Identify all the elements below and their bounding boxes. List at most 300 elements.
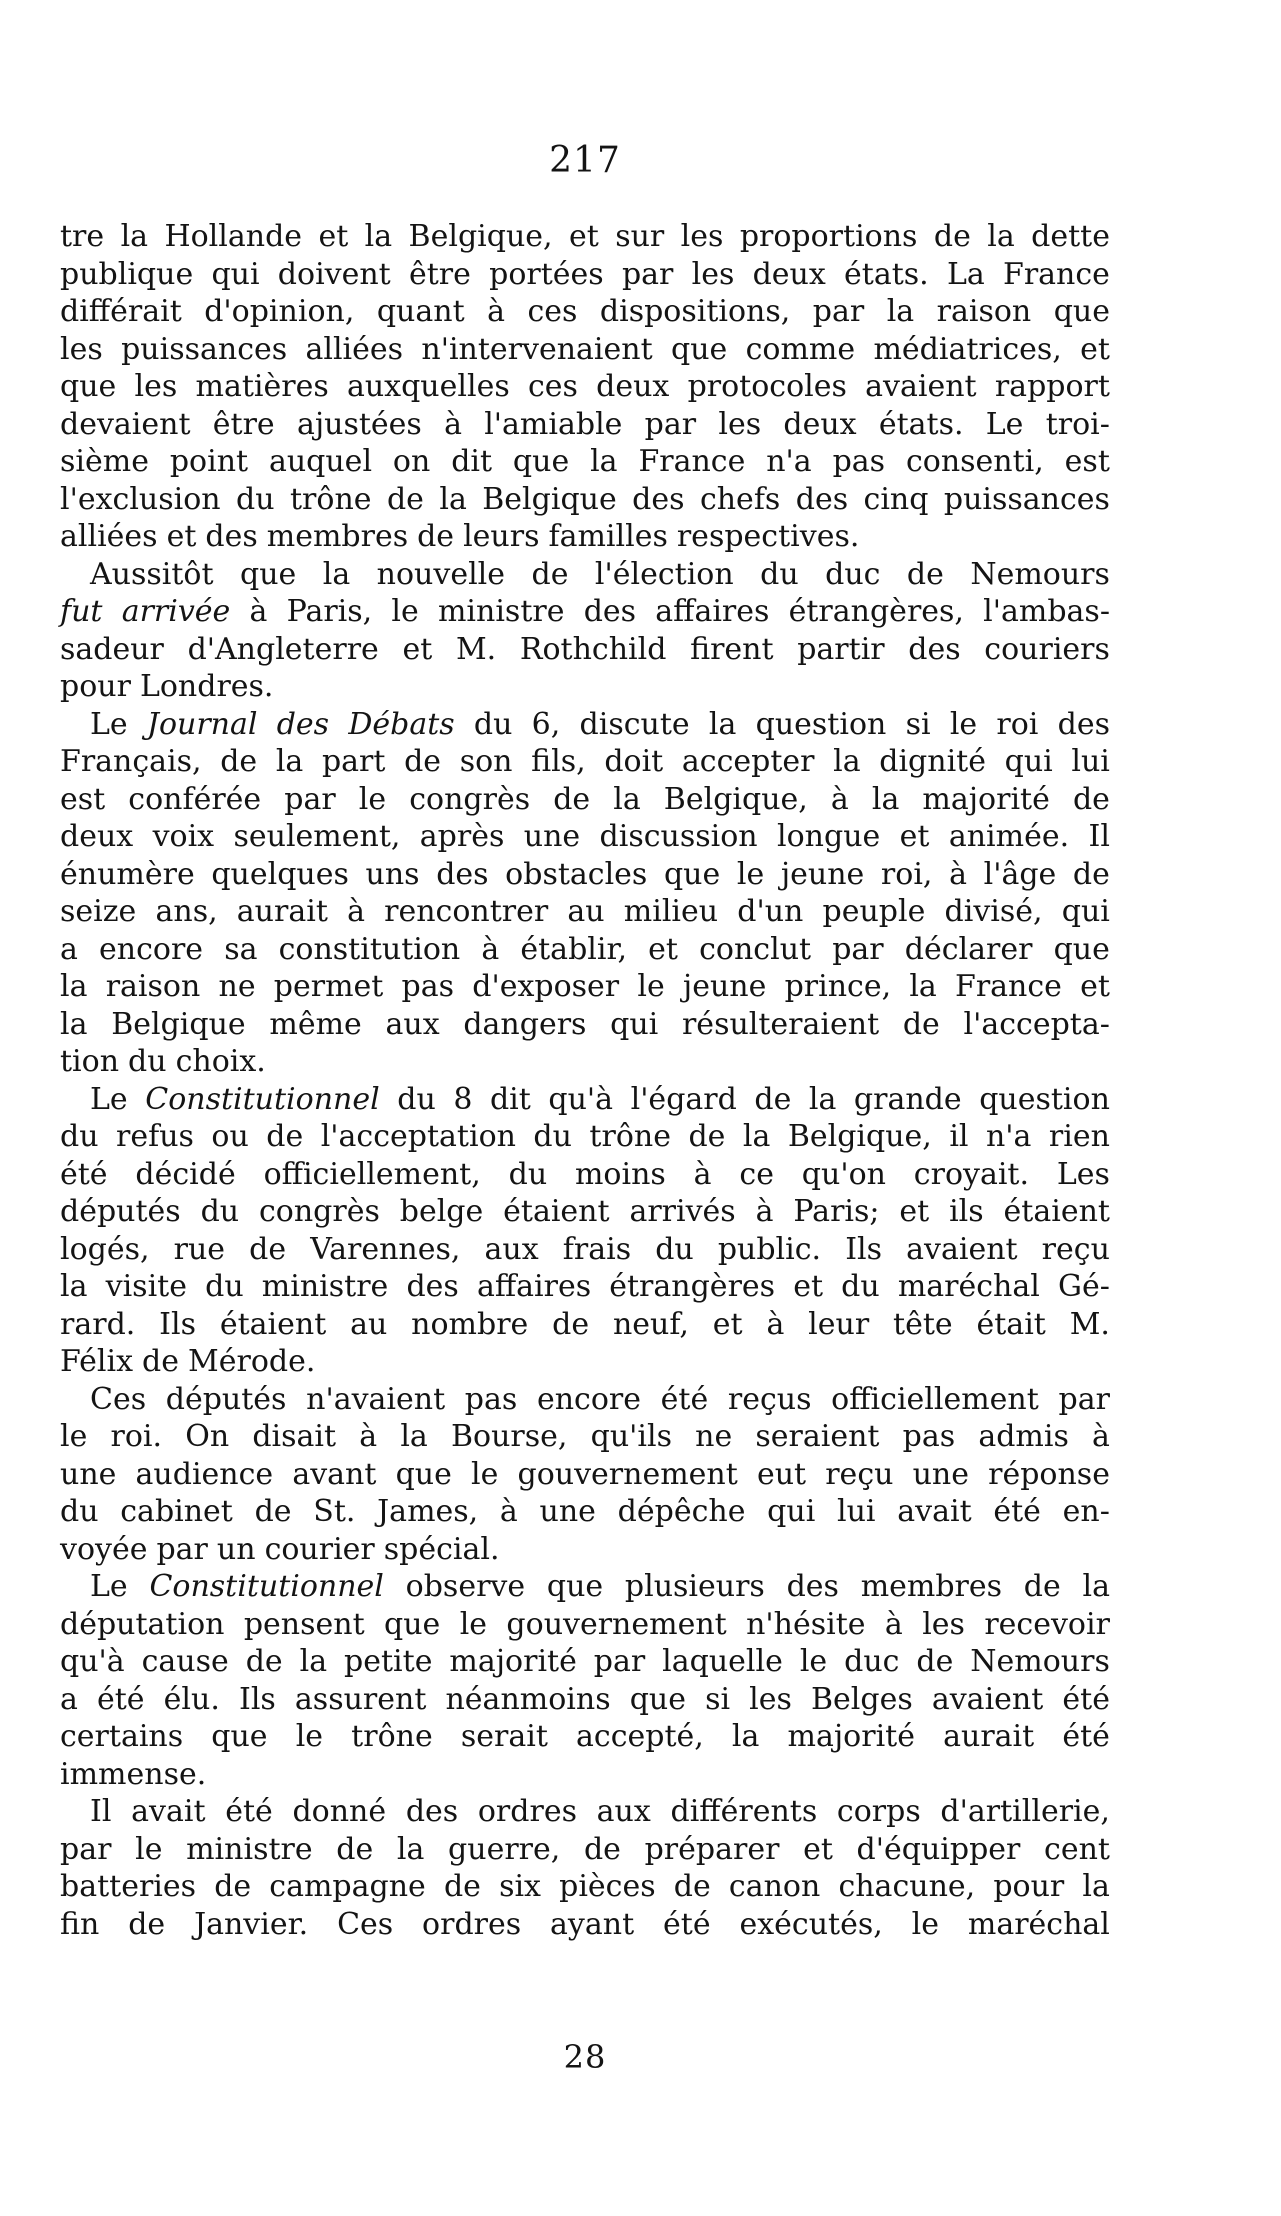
word: Nemours <box>970 556 1110 592</box>
word: frais <box>562 1231 632 1267</box>
word: n'a <box>766 444 812 479</box>
word: couriers <box>984 631 1110 667</box>
word: roi <box>996 706 1039 742</box>
word: doit <box>604 744 664 779</box>
word: reçu <box>1041 1231 1110 1267</box>
text-line <box>60 1493 1110 1531</box>
word: la <box>275 744 304 779</box>
word: seize <box>60 894 137 929</box>
word: que <box>1053 294 1110 329</box>
word: de <box>916 1644 954 1679</box>
word: consenti, <box>905 444 1044 479</box>
word: jeune <box>780 856 865 892</box>
word: raison <box>105 969 201 1004</box>
word: réponse <box>988 1456 1110 1492</box>
word: du <box>841 1269 880 1304</box>
word: leur <box>808 1306 870 1342</box>
word: énumère <box>60 856 195 892</box>
text-line <box>60 593 1110 631</box>
word: duc <box>844 1644 900 1679</box>
text-line <box>60 1568 1110 1606</box>
word: obstacles <box>505 856 648 892</box>
word: étaient <box>1003 1194 1110 1229</box>
word: uns <box>365 856 420 892</box>
word: reçus <box>727 1381 812 1417</box>
word: observe <box>405 1569 526 1604</box>
word: laquelle <box>662 1644 783 1679</box>
word: ne <box>695 1419 733 1454</box>
word: a <box>60 931 78 967</box>
word: prince, <box>784 969 892 1004</box>
text-line <box>60 1643 1110 1681</box>
word: le <box>295 1719 324 1754</box>
word: à <box>830 781 849 817</box>
word: Constitutionnel <box>145 1081 380 1117</box>
word: à <box>487 294 505 329</box>
word: Nemours <box>970 1644 1110 1679</box>
word: dit <box>451 444 493 479</box>
word: étaient <box>219 1306 327 1342</box>
word: de <box>245 1644 283 1679</box>
word: leurs <box>463 519 540 554</box>
signature-mark: 28 <box>563 2038 607 2076</box>
word: avant <box>292 1456 377 1492</box>
word: à <box>884 1606 903 1642</box>
word: la <box>396 1831 425 1867</box>
word: préparer <box>644 1831 780 1867</box>
word: gouvernement <box>517 1456 738 1492</box>
word: de <box>933 219 971 254</box>
word: de <box>266 1119 304 1154</box>
word: de <box>443 1869 481 1904</box>
word: rue <box>173 1231 226 1267</box>
word: Bourse, <box>450 1419 568 1454</box>
word: comme <box>745 331 856 367</box>
word: le <box>358 781 387 817</box>
word: étaient <box>503 1194 610 1229</box>
word: et <box>793 1269 824 1304</box>
word: des <box>795 481 849 517</box>
word: d'Angleterre <box>187 631 379 667</box>
text-line <box>60 1868 1110 1906</box>
text-line <box>60 1606 1110 1644</box>
word: Janvier. <box>194 1906 309 1942</box>
word: les <box>134 369 178 404</box>
word: quelques <box>211 856 349 892</box>
word: d'exposer <box>472 969 620 1004</box>
word: guerre, <box>448 1831 561 1867</box>
word: le <box>459 1606 488 1642</box>
word: affaires <box>655 594 770 629</box>
word: fin <box>60 1906 100 1942</box>
word: seraient <box>755 1419 880 1454</box>
word: par <box>832 931 884 967</box>
word: ce <box>739 1156 774 1192</box>
word: affaires <box>476 1269 592 1304</box>
word: de <box>1072 856 1110 892</box>
word: la <box>439 481 467 517</box>
word: cent <box>1044 1831 1110 1867</box>
word: par <box>1058 1381 1110 1417</box>
word: chacune, <box>838 1869 976 1904</box>
word: les <box>718 406 762 442</box>
text-line <box>60 1156 1110 1194</box>
word: protocoles <box>687 369 847 404</box>
word: aux <box>385 1006 440 1042</box>
text-line <box>60 893 1110 931</box>
word: officiellement <box>831 1381 1039 1417</box>
word: en- <box>1062 1494 1110 1529</box>
text-line <box>60 1343 1110 1381</box>
word: que <box>512 444 570 479</box>
word: rard. <box>60 1306 136 1342</box>
word: congrès <box>258 1194 380 1229</box>
word: est <box>1064 444 1110 479</box>
word: les <box>922 1606 965 1642</box>
word: de <box>553 781 591 817</box>
text-line <box>60 1043 1110 1081</box>
word: étrangères <box>609 1269 776 1304</box>
word: été <box>1062 1719 1110 1754</box>
word: majorité <box>922 781 1050 817</box>
word: fut <box>60 594 103 629</box>
word: était <box>976 1306 1046 1342</box>
word: 8 <box>453 1081 473 1117</box>
word: la <box>613 781 641 817</box>
text-line <box>60 1756 1110 1794</box>
word: de <box>128 1906 166 1942</box>
word: par <box>593 1644 646 1679</box>
word: croyait. <box>913 1156 1030 1192</box>
text-line <box>60 1268 1110 1306</box>
word: officiellement, <box>263 1156 481 1192</box>
word: Belgique <box>111 1006 246 1042</box>
word: n'a <box>985 1119 1032 1154</box>
word: arrivée <box>121 594 231 629</box>
word: d'artillerie, <box>940 1794 1110 1829</box>
word: ne <box>218 969 256 1004</box>
word: maréchal <box>897 1269 1040 1304</box>
word: pièces <box>559 1869 656 1904</box>
word: décidé <box>135 1156 236 1192</box>
word: certains <box>60 1719 184 1754</box>
word: troi- <box>1045 406 1110 442</box>
word: public. <box>717 1231 822 1267</box>
word: de <box>673 1869 711 1904</box>
word: milieu <box>623 894 719 929</box>
word: du <box>760 556 799 592</box>
text-line <box>60 443 1110 481</box>
word: la <box>708 706 737 742</box>
text-line <box>60 218 1110 256</box>
word: seulement, <box>233 819 401 854</box>
word: sur <box>615 219 665 254</box>
word: être <box>408 256 471 292</box>
word: la <box>886 294 915 329</box>
word: la <box>364 219 393 254</box>
word: Ces <box>337 1906 394 1942</box>
word: pour <box>60 669 131 704</box>
text-line <box>60 1793 1110 1831</box>
word: Il <box>1088 819 1110 854</box>
text-line <box>60 1831 1110 1869</box>
word: six <box>499 1869 541 1904</box>
word: à <box>359 1419 378 1454</box>
word: qui <box>767 1494 816 1529</box>
word: le <box>637 969 665 1004</box>
word: une <box>539 1494 596 1529</box>
word: son <box>459 744 513 779</box>
word: batteries <box>60 1869 197 1904</box>
word: et <box>1080 331 1110 367</box>
text-line <box>60 556 1110 594</box>
word: trône <box>589 1119 671 1154</box>
word: roi, <box>880 856 933 892</box>
word: Ils <box>159 1306 196 1342</box>
word: duc <box>825 556 881 592</box>
word: et <box>899 819 930 854</box>
word: France <box>638 444 746 479</box>
word: de <box>214 1869 252 1904</box>
word: voix <box>152 819 215 854</box>
word: France <box>1003 256 1110 292</box>
word: part <box>321 744 386 779</box>
word: Varennes, <box>310 1231 461 1267</box>
word: dangers <box>463 1006 587 1042</box>
word: à <box>949 856 967 892</box>
word: Constitutionnel <box>149 1569 384 1604</box>
text-line <box>60 1531 1110 1569</box>
word: On <box>185 1419 230 1454</box>
word: rien <box>1048 1119 1110 1154</box>
word: l'accepta- <box>963 1006 1110 1042</box>
word: donné <box>292 1794 387 1829</box>
word: James, <box>377 1494 479 1529</box>
word: Aussitôt <box>90 556 214 592</box>
word: par <box>621 256 674 292</box>
text-line <box>60 1681 1110 1719</box>
word: de <box>1023 1569 1061 1604</box>
word: sième <box>60 444 149 479</box>
word: voyée <box>60 1531 148 1567</box>
text-line <box>60 668 1110 706</box>
word: constitution <box>278 931 461 967</box>
word: question <box>979 1081 1110 1117</box>
word: des <box>276 706 330 742</box>
word: Gé- <box>1058 1269 1110 1304</box>
word: à <box>755 1194 774 1229</box>
word: la <box>60 1006 88 1042</box>
word: un <box>216 1531 256 1567</box>
word: n'intervenaient <box>421 331 653 367</box>
word: de <box>404 744 442 779</box>
word: France <box>955 969 1062 1004</box>
word: à <box>481 931 500 967</box>
word: du <box>473 706 513 742</box>
word: ces <box>527 294 578 329</box>
word: tion <box>60 1044 120 1079</box>
word: la <box>120 219 149 254</box>
word: chefs <box>699 481 781 517</box>
word: est <box>60 781 106 817</box>
word: alliées <box>305 331 404 367</box>
word: recevoir <box>984 1606 1110 1642</box>
word: ils <box>949 1194 984 1229</box>
word: quant <box>376 294 465 329</box>
word: une <box>912 1456 969 1492</box>
word: familles <box>548 519 668 554</box>
word: divisé, <box>944 894 1043 929</box>
word: les <box>680 219 724 254</box>
word: visite <box>105 1269 187 1304</box>
word: firent <box>690 631 774 667</box>
word: des <box>583 594 637 629</box>
word: publique <box>60 256 194 292</box>
word: peuple <box>822 894 926 929</box>
word: rencontrer <box>384 894 549 929</box>
word: d'opinion, <box>204 294 355 329</box>
word: la <box>60 969 88 1004</box>
text-line <box>60 1906 1110 1944</box>
word: Londres. <box>139 669 274 704</box>
body-text <box>60 218 1110 1943</box>
word: de <box>254 1494 292 1529</box>
word: du <box>508 1156 548 1192</box>
text-line <box>60 256 1110 294</box>
word: respectives. <box>676 519 860 554</box>
word: trône <box>351 1719 433 1754</box>
word: Journal <box>146 706 258 742</box>
word: fils, <box>531 744 586 779</box>
word: ou <box>211 1119 249 1154</box>
word: différents <box>670 1794 818 1829</box>
word: même <box>269 1006 362 1042</box>
word: pas <box>902 1419 956 1454</box>
word: encore <box>99 931 204 967</box>
word: conférée <box>128 781 262 817</box>
word: que <box>240 556 297 592</box>
word: pas <box>401 969 455 1004</box>
word: étrangères, <box>788 594 964 629</box>
word: des <box>406 1269 459 1304</box>
word: aux <box>484 1231 539 1267</box>
word: pensent <box>243 1606 365 1642</box>
word: avait <box>897 1494 972 1529</box>
word: Ils <box>845 1231 883 1267</box>
word: et <box>712 1306 743 1342</box>
word: deux <box>60 819 134 854</box>
text-line <box>60 743 1110 781</box>
word: pas <box>832 444 886 479</box>
word: pour <box>993 1869 1065 1904</box>
text-line <box>60 406 1110 444</box>
word: que <box>671 331 728 367</box>
word: la <box>322 556 351 592</box>
word: à <box>249 594 268 629</box>
word: petite <box>344 1644 433 1679</box>
word: ministre <box>186 1831 313 1867</box>
word: refus <box>116 1119 194 1154</box>
word: une <box>60 1456 117 1492</box>
word: la <box>1082 1869 1110 1904</box>
word: que <box>629 1681 686 1717</box>
word: maréchal <box>967 1906 1110 1942</box>
word: les <box>749 1681 792 1717</box>
word: admis <box>978 1419 1069 1454</box>
word: la <box>742 1119 771 1154</box>
word: immense. <box>60 1756 207 1792</box>
word: du <box>533 1119 572 1154</box>
text-line <box>60 1456 1110 1494</box>
word: majorité <box>449 1644 577 1679</box>
word: la <box>731 1719 760 1754</box>
word: de <box>688 1119 726 1154</box>
word: M. <box>1069 1306 1110 1342</box>
word: l'amiable <box>484 406 623 442</box>
text-line <box>60 1306 1110 1344</box>
word: deux <box>783 406 857 442</box>
word: été <box>225 1794 273 1829</box>
word: canon <box>728 1869 821 1904</box>
word: qui <box>1061 894 1110 929</box>
word: longue <box>777 819 881 854</box>
word: belge <box>399 1194 484 1229</box>
text-line <box>60 631 1110 669</box>
word: qu'à <box>548 1081 614 1117</box>
word: moins <box>574 1156 666 1192</box>
word: Le <box>90 706 128 742</box>
word: corps <box>836 1794 921 1829</box>
word: néanmoins <box>445 1681 611 1717</box>
word: Belgique, <box>787 1119 932 1154</box>
word: élu. <box>163 1681 220 1717</box>
word: été <box>660 1381 709 1417</box>
word: qui <box>1004 744 1053 779</box>
word: devaient <box>60 406 191 442</box>
word: la <box>1082 1569 1110 1604</box>
word: avaient <box>931 1681 1044 1717</box>
word: lui <box>1071 744 1110 779</box>
word: qui <box>610 1006 659 1042</box>
word: par <box>156 1531 208 1567</box>
word: portées <box>489 256 604 292</box>
word: de <box>583 1831 621 1867</box>
page-number: 217 <box>549 140 621 181</box>
text-line <box>60 856 1110 894</box>
word: ministre <box>437 594 565 629</box>
word: de <box>249 1231 287 1267</box>
word: Mérode. <box>188 1344 316 1379</box>
word: St. <box>313 1494 356 1529</box>
word: à <box>347 894 365 929</box>
word: Le <box>90 1081 128 1117</box>
word: une <box>523 819 581 854</box>
word: roi. <box>110 1419 163 1454</box>
word: on <box>392 444 431 479</box>
word: ordres <box>477 1794 577 1829</box>
word: la <box>590 444 618 479</box>
word: qu'ils <box>590 1419 672 1454</box>
word: de <box>906 556 944 592</box>
word: jeune <box>682 969 767 1004</box>
word: Le <box>985 406 1024 442</box>
word: la <box>833 744 861 779</box>
word: à <box>1092 1419 1110 1454</box>
word: et <box>899 1194 930 1229</box>
word: n'avaient <box>306 1381 446 1417</box>
word: la <box>299 1644 328 1679</box>
word: que <box>546 1569 604 1604</box>
